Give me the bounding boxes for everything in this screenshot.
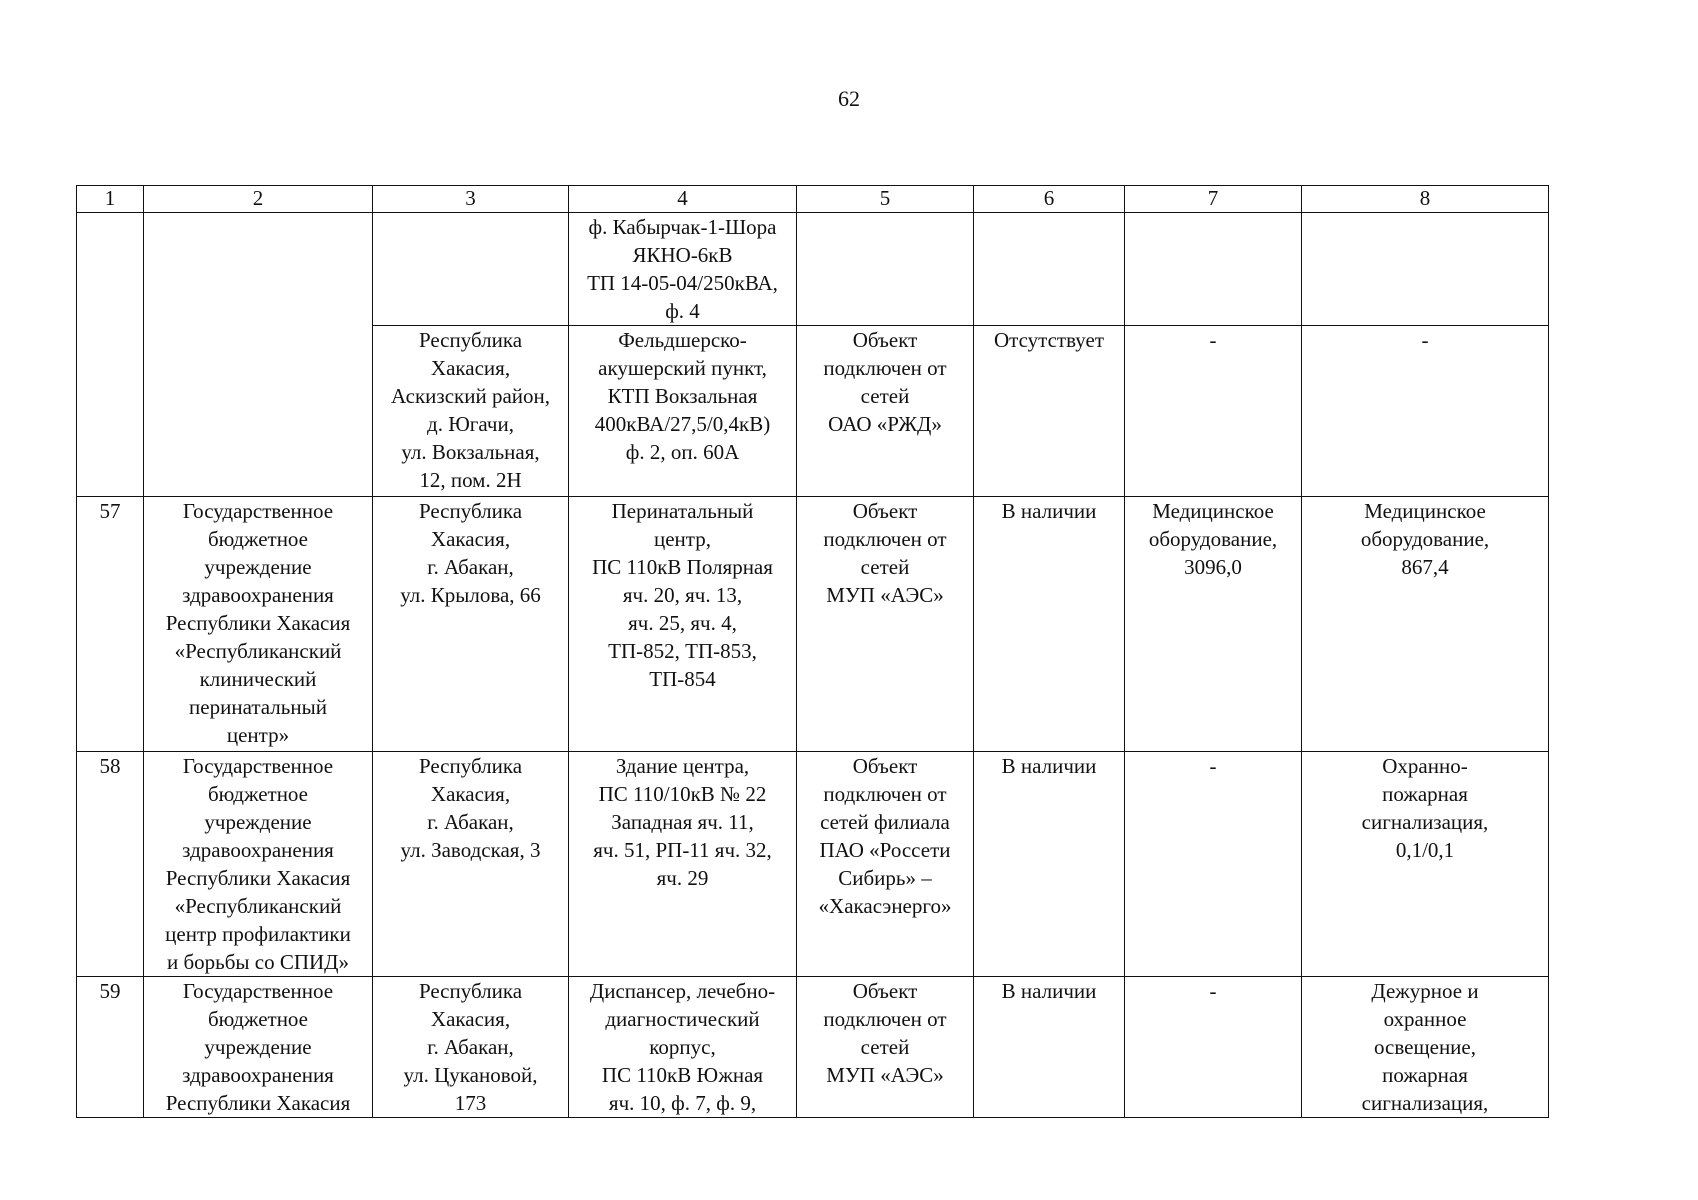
row-number-cell: 58 (77, 752, 144, 977)
data-table (76, 185, 1549, 1118)
equipment-cell (1125, 213, 1302, 326)
object-supply-cell: ф. Кабырчак-1-Шора ЯКНО-6кВ ТП 14-05-04/250кВА, ф. 4 (569, 213, 797, 326)
object-supply-cell: Диспансер, лечебно- диагностический корпус, ПС 110кВ Южная яч. 10, ф. 7, ф. 9, (569, 977, 797, 1118)
column-header-3: 3 (373, 186, 569, 213)
table-row (77, 213, 1549, 326)
column-header-7: 7 (1125, 186, 1302, 213)
availability-cell (974, 213, 1125, 326)
address-cell (373, 213, 569, 326)
table-row (77, 752, 1549, 977)
row-number-cell (77, 213, 144, 497)
object-supply-cell: Перинатальный центр, ПС 110кВ Полярная яч. 20, яч. 13, яч. 25, яч. 4, ТП-852, ТП-853, ТП-854 (569, 497, 797, 752)
availability-cell: В наличии (974, 977, 1125, 1118)
equipment-cell: - (1125, 326, 1302, 497)
institution-cell (144, 213, 373, 497)
row-number-cell: 59 (77, 977, 144, 1118)
availability-cell: Отсутствует (974, 326, 1125, 497)
column-header-6: 6 (974, 186, 1125, 213)
column-header-1: 1 (77, 186, 144, 213)
column-header-4: 4 (569, 186, 797, 213)
connection-cell: Объект подключен от сетей МУП «АЭС» (797, 977, 974, 1118)
table-row (77, 977, 1549, 1118)
table-row (77, 497, 1549, 752)
address-cell: Республика Хакасия, г. Абакан, ул. Заводская, 3 (373, 752, 569, 977)
page-number: 62 (838, 86, 860, 111)
address-cell: Республика Хакасия, г. Абакан, ул. Цукановой, 173 (373, 977, 569, 1118)
systems-cell: Медицинское оборудование, 867,4 (1302, 497, 1549, 752)
systems-cell: Дежурное и охранное освещение, пожарная сигнализация, (1302, 977, 1549, 1118)
column-header-5: 5 (797, 186, 974, 213)
institution-cell: Государственное бюджетное учреждение здравоохранения Республики Хакасия «Республиканский клинический перинатальный центр» (144, 497, 373, 752)
availability-cell: В наличии (974, 497, 1125, 752)
connection-cell: Объект подключен от сетей МУП «АЭС» (797, 497, 974, 752)
column-header-8: 8 (1302, 186, 1549, 213)
institution-cell: Государственное бюджетное учреждение здравоохранения Республики Хакасия (144, 977, 373, 1118)
systems-cell: Охранно- пожарная сигнализация, 0,1/0,1 (1302, 752, 1549, 977)
equipment-cell: - (1125, 977, 1302, 1118)
equipment-cell: Медицинское оборудование, 3096,0 (1125, 497, 1302, 752)
connection-cell: Объект подключен от сетей ОАО «РЖД» (797, 326, 974, 497)
connection-cell (797, 213, 974, 326)
object-supply-cell: Фельдшерско- акушерский пункт, КТП Вокзальная 400кВА/27,5/0,4кВ) ф. 2, оп. 60А (569, 326, 797, 497)
systems-cell (1302, 213, 1549, 326)
column-header-2: 2 (144, 186, 373, 213)
object-supply-cell: Здание центра, ПС 110/10кВ № 22 Западная яч. 11, яч. 51, РП-11 яч. 32, яч. 29 (569, 752, 797, 977)
address-cell: Республика Хакасия, г. Абакан, ул. Крылова, 66 (373, 497, 569, 752)
row-number-cell: 57 (77, 497, 144, 752)
systems-cell: - (1302, 326, 1549, 497)
equipment-cell: - (1125, 752, 1302, 977)
column-number-row (77, 186, 1549, 213)
institution-cell: Государственное бюджетное учреждение здравоохранения Республики Хакасия «Республиканский центр профилактики и борьбы со СПИД» (144, 752, 373, 977)
availability-cell: В наличии (974, 752, 1125, 977)
connection-cell: Объект подключен от сетей филиала ПАО «Россети Сибирь» – «Хакасэнерго» (797, 752, 974, 977)
address-cell: Республика Хакасия, Аскизский район, д. Югачи, ул. Вокзальная, 12, пом. 2Н (373, 326, 569, 497)
